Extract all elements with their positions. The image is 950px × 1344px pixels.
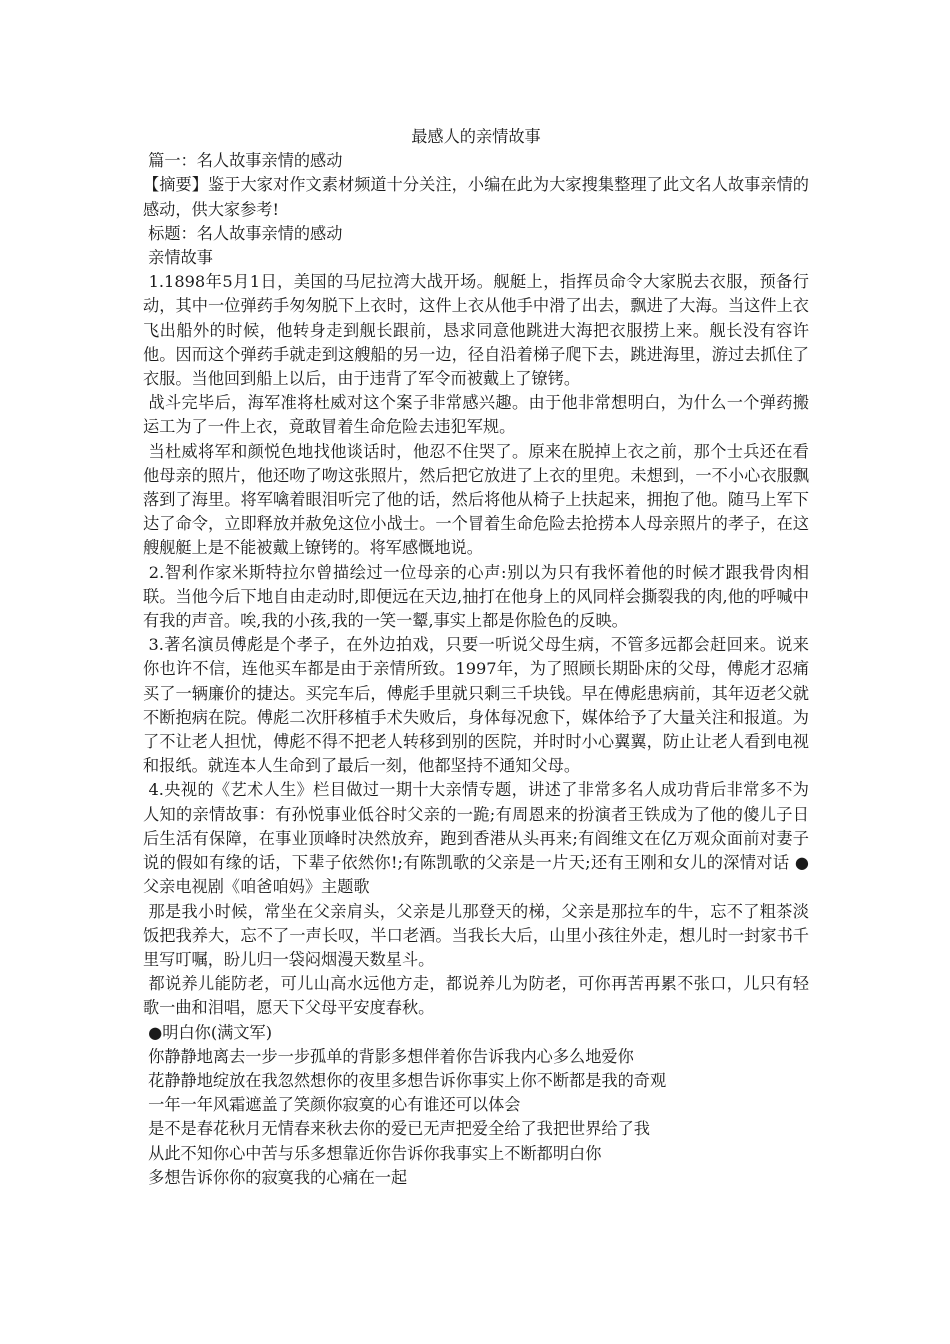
paragraph: 1.1898年5月1日，美国的马尼拉湾大战开场。舰艇上，指挥员命令大家脱去衣服，预备行动，其中一位弹药手匆匆脱下上衣时，这件上衣从他手中滑了出去，飘进了大海。当这件上衣飞出船外的时候，他转身走到舰长跟前，恳求同意他跳进大海把衣服捞上来。舰长没有容许他。因而这个弹药手就走到这艘船的另一边，径自沿着梯子爬下去，跳进海里，游过去抓住了衣服。当他回到船上以后，由于违背了军令而被戴上了镣铐。 — [143, 272, 809, 389]
paragraph: 是不是春花秋月无情春来秋去你的爱已无声把爱全给了我把世界给了我 — [143, 1119, 650, 1139]
paragraph: 标题：名人故事亲情的感动 — [143, 223, 343, 243]
paragraph: 当杜威将军和颜悦色地找他谈话时，他忍不住哭了。原来在脱掉上衣之前，那个士兵还在看他母亲的照片，他还吻了吻这张照片，然后把它放进了上衣的里兜。未想到，一不小心衣服飘落到了海里。将军噙着眼泪听完了他的话，然后将他从椅子上扶起来，拥抱了他。随马上军下达了命令，立即释放并赦免这位小战士。一个冒着生命危险去抢捞本人母亲照片的孝子，在这艘舰艇上是不能被戴上镣铐的。将军感慨地说。 — [143, 441, 809, 558]
paragraph: 那是我小时候，常坐在父亲肩头，父亲是儿那登天的梯，父亲是那拉车的牛，忘不了粗茶淡饭把我养大，忘不了一声长叹，半口老酒。当我长大后，山里小孩往外走，想儿时一封家书千里写叮嘱，盼儿归一袋闷烟漫天数星斗。 — [143, 901, 809, 969]
paragraph: 4.央视的《艺术人生》栏目做过一期十大亲情专题，讲述了非常多名人成功背后非常多不为人知的亲情故事：有孙悦事业低谷时父亲的一跪;有周恩来的扮演者王铁成为了他的傻儿子日后生活有保障，在事业顶峰时决然放弃，跑到香港从头再来;有阎维文在亿万观众面前对妻子说的假如有缘的话，下辈子依然你!;有陈凯歌的父亲是一片天;还有王刚和女儿的深情对话 ●父亲电视剧《咱爸咱妈》主题歌 — [143, 780, 809, 897]
document-body — [143, 125, 809, 1190]
paragraph: 一年一年风霜遮盖了笑颜你寂寞的心有谁还可以体会 — [143, 1095, 521, 1115]
paragraph: 【摘要】鉴于大家对作文素材频道十分关注，小编在此为大家搜集整理了此文名人故事亲情的感动，供大家参考! — [143, 175, 809, 219]
paragraph: 2.智利作家米斯特拉尔曾描绘过一位母亲的心声:别以为只有我怀着他的时候才跟我骨肉相联。当他今后下地自由走动时,即便远在天边,抽打在他身上的风同样会撕裂我的肉,他的呼喊中有我的声音。唉,我的小孩,我的一笑一颦,事实上都是你脸色的反映。 — [143, 562, 809, 631]
paragraph: 3.著名演员傅彪是个孝子，在外边拍戏，只要一听说父母生病，不管多远都会赶回来。说来你也许不信，连他买车都是由于亲情所致。1997年，为了照顾长期卧床的父母，傅彪才忍痛买了一辆廉价的捷达。买完车后，傅彪手里就只剩三千块钱。早在傅彪患病前，其年迈老父就不断抱病在院。傅彪二次肝移植手术失败后，身体每况愈下，媒体给予了大量关注和报道。为了不让老人担忧，傅彪不得不把老人转移到别的医院，并时时小心翼翼，防止让老人看到电视和报纸。就连本人生命到了最后一刻，他都坚持不通知父母。 — [143, 635, 809, 776]
paragraph: 亲情故事 — [143, 248, 213, 268]
paragraph: 多想告诉你你的寂寞我的心痛在一起 — [143, 1167, 408, 1187]
paragraph: 战斗完毕后，海军准将杜威对这个案子非常感兴趣。由于他非常想明白，为什么一个弹药搬运工为了一件上衣，竟敢冒着生命危险去违犯军规。 — [143, 393, 809, 437]
paragraph: 花静静地绽放在我忽然想你的夜里多想告诉你事实上你不断都是我的奇观 — [143, 1070, 667, 1090]
paragraph: 都说养儿能防老，可儿山高水远他方走，都说养儿为防老，可你再苦再累不张口，儿只有轻歌一曲和泪唱，愿天下父母平安度春秋。 — [143, 974, 809, 1018]
document-title: 最感人的亲情故事 — [411, 127, 541, 146]
paragraph: 你静静地离去一步一步孤单的背影多想伴着你告诉我内心多么地爱你 — [143, 1046, 634, 1066]
paragraph: 从此不知你心中苦与乐多想靠近你告诉你我事实上不断都明白你 — [143, 1143, 602, 1163]
paragraph: ●明白你(满文军) — [143, 1022, 273, 1042]
paragraph-list — [143, 149, 809, 1190]
paragraph: 篇一：名人故事亲情的感动 — [143, 151, 343, 171]
